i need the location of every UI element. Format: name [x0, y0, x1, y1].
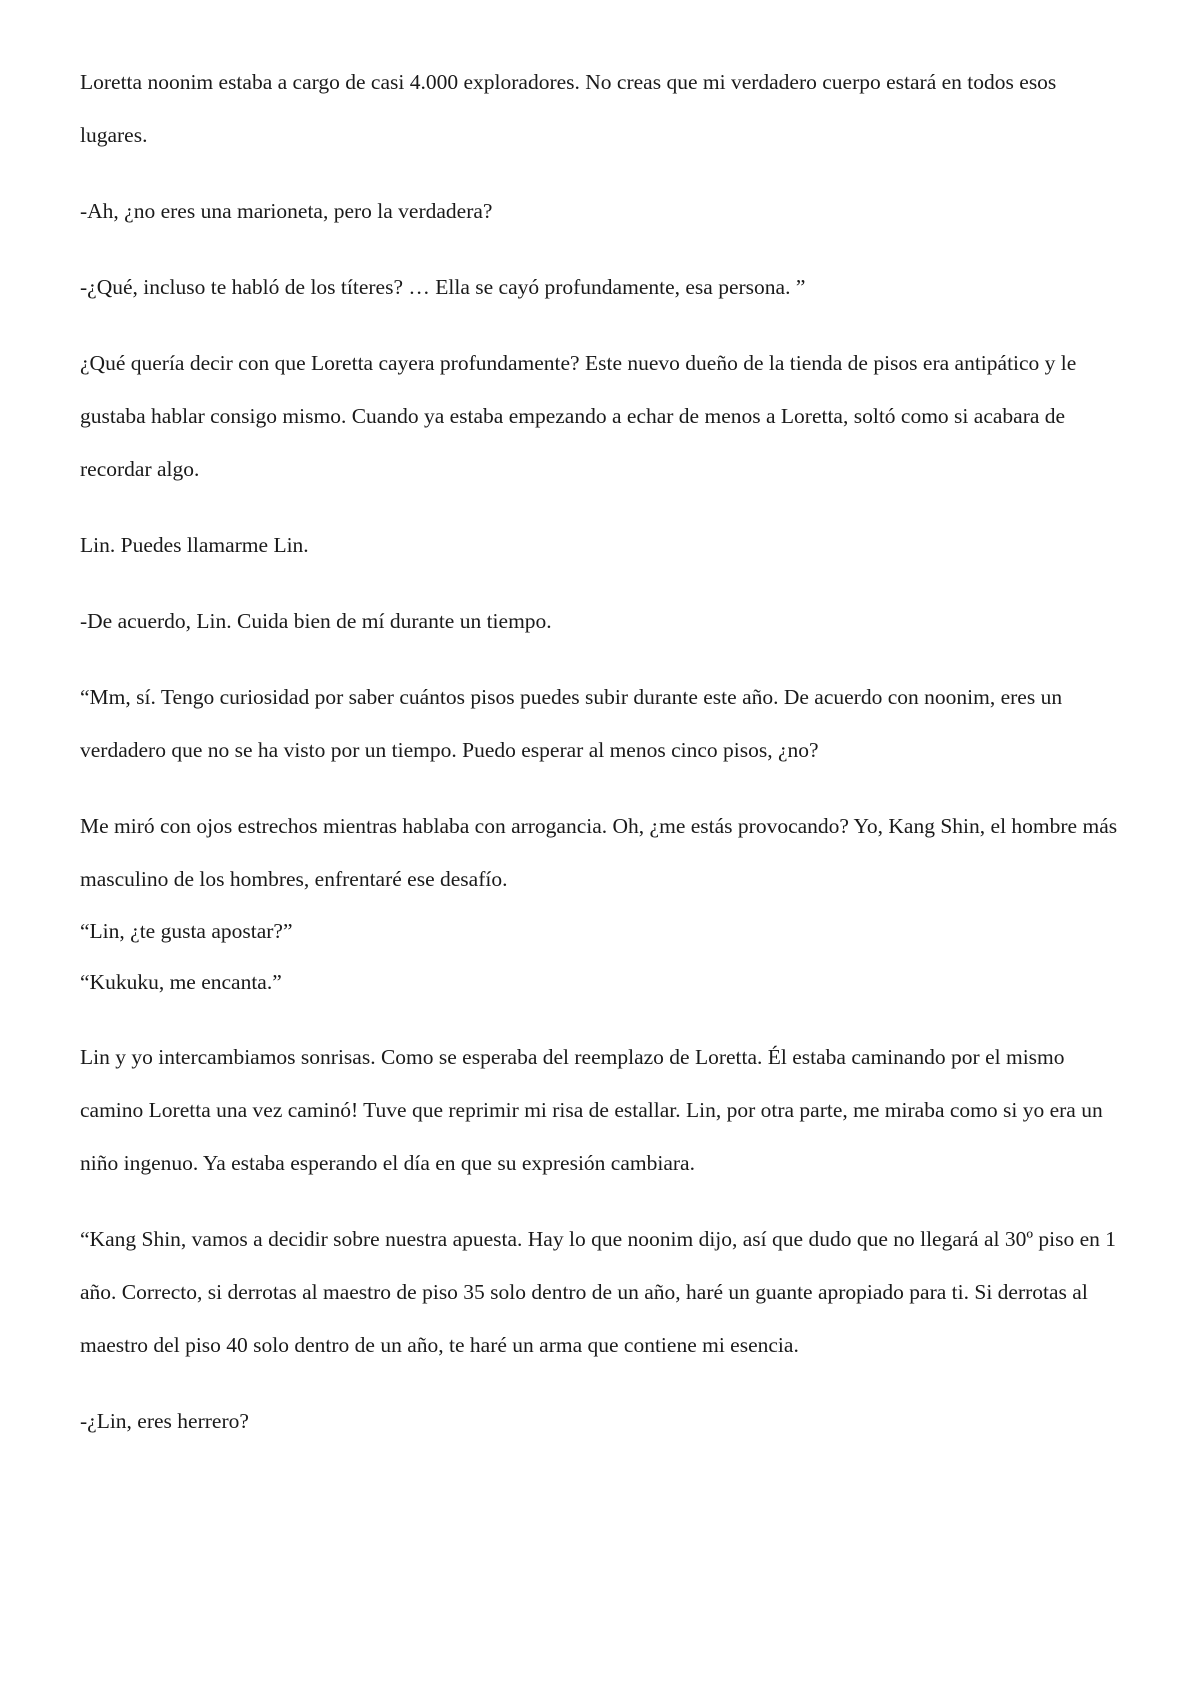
document-page — [80, 56, 1125, 1448]
paragraph-4: ¿Qué quería decir con que Loretta cayera profundamente? Este nuevo dueño de la tienda de pisos era antipático y le gustaba hablar consigo mismo. Cuando ya estaba empezando a echar de menos a Loretta, soltó como si acabara de recordar algo. — [80, 351, 1077, 481]
paragraph-2: -Ah, ¿no eres una marioneta, pero la verdadera? — [80, 199, 493, 223]
paragraph-5: Lin. Puedes llamarme Lin. — [80, 533, 309, 557]
paragraph-12: “Kang Shin, vamos a decidir sobre nuestra apuesta. Hay lo que noonim dijo, así que dudo que no llegará al 30º piso en 1 año. Correcto, si derrotas al maestro de piso 35 solo dentro de un año, haré un guante apropiado para ti. Si derrotas al maestro del piso 40 solo dentro de un año, te haré un arma que contiene mi esencia. — [80, 1227, 1117, 1357]
paragraph-7: “Mm, sí. Tengo curiosidad por saber cuántos pisos puedes subir durante este año. De acuerdo con noonim, eres un verdadero que no se ha visto por un tiempo. Puedo esperar al menos cinco pisos, ¿no? — [80, 685, 1063, 762]
paragraph-13: -¿Lin, eres herrero? — [80, 1409, 249, 1433]
paragraph-8: Me miró con ojos estrechos mientras hablaba con arrogancia. Oh, ¿me estás provocando? Yo, Kang Shin, el hombre más masculino de los hombres, enfrentaré ese desafío. — [80, 814, 1118, 891]
paragraph-10: “Kukuku, me encanta.” — [80, 970, 282, 994]
paragraph-3: -¿Qué, incluso te habló de los títeres? … Ella se cayó profundamente, esa persona. ” — [80, 275, 806, 299]
paragraph-6: -De acuerdo, Lin. Cuida bien de mí durante un tiempo. — [80, 609, 552, 633]
paragraph-9: “Lin, ¿te gusta apostar?” — [80, 919, 293, 943]
paragraph-11: Lin y yo intercambiamos sonrisas. Como se esperaba del reemplazo de Loretta. Él estaba caminando por el mismo camino Loretta una vez caminó! Tuve que reprimir mi risa de estallar. Lin, por otra parte, me miraba como si yo era un niño ingenuo. Ya estaba esperando el día en que su expresión cambiara. — [80, 1045, 1103, 1175]
paragraph-1: Loretta noonim estaba a cargo de casi 4.000 exploradores. No creas que mi verdadero cuerpo estará en todos esos lugares. — [80, 70, 1057, 147]
